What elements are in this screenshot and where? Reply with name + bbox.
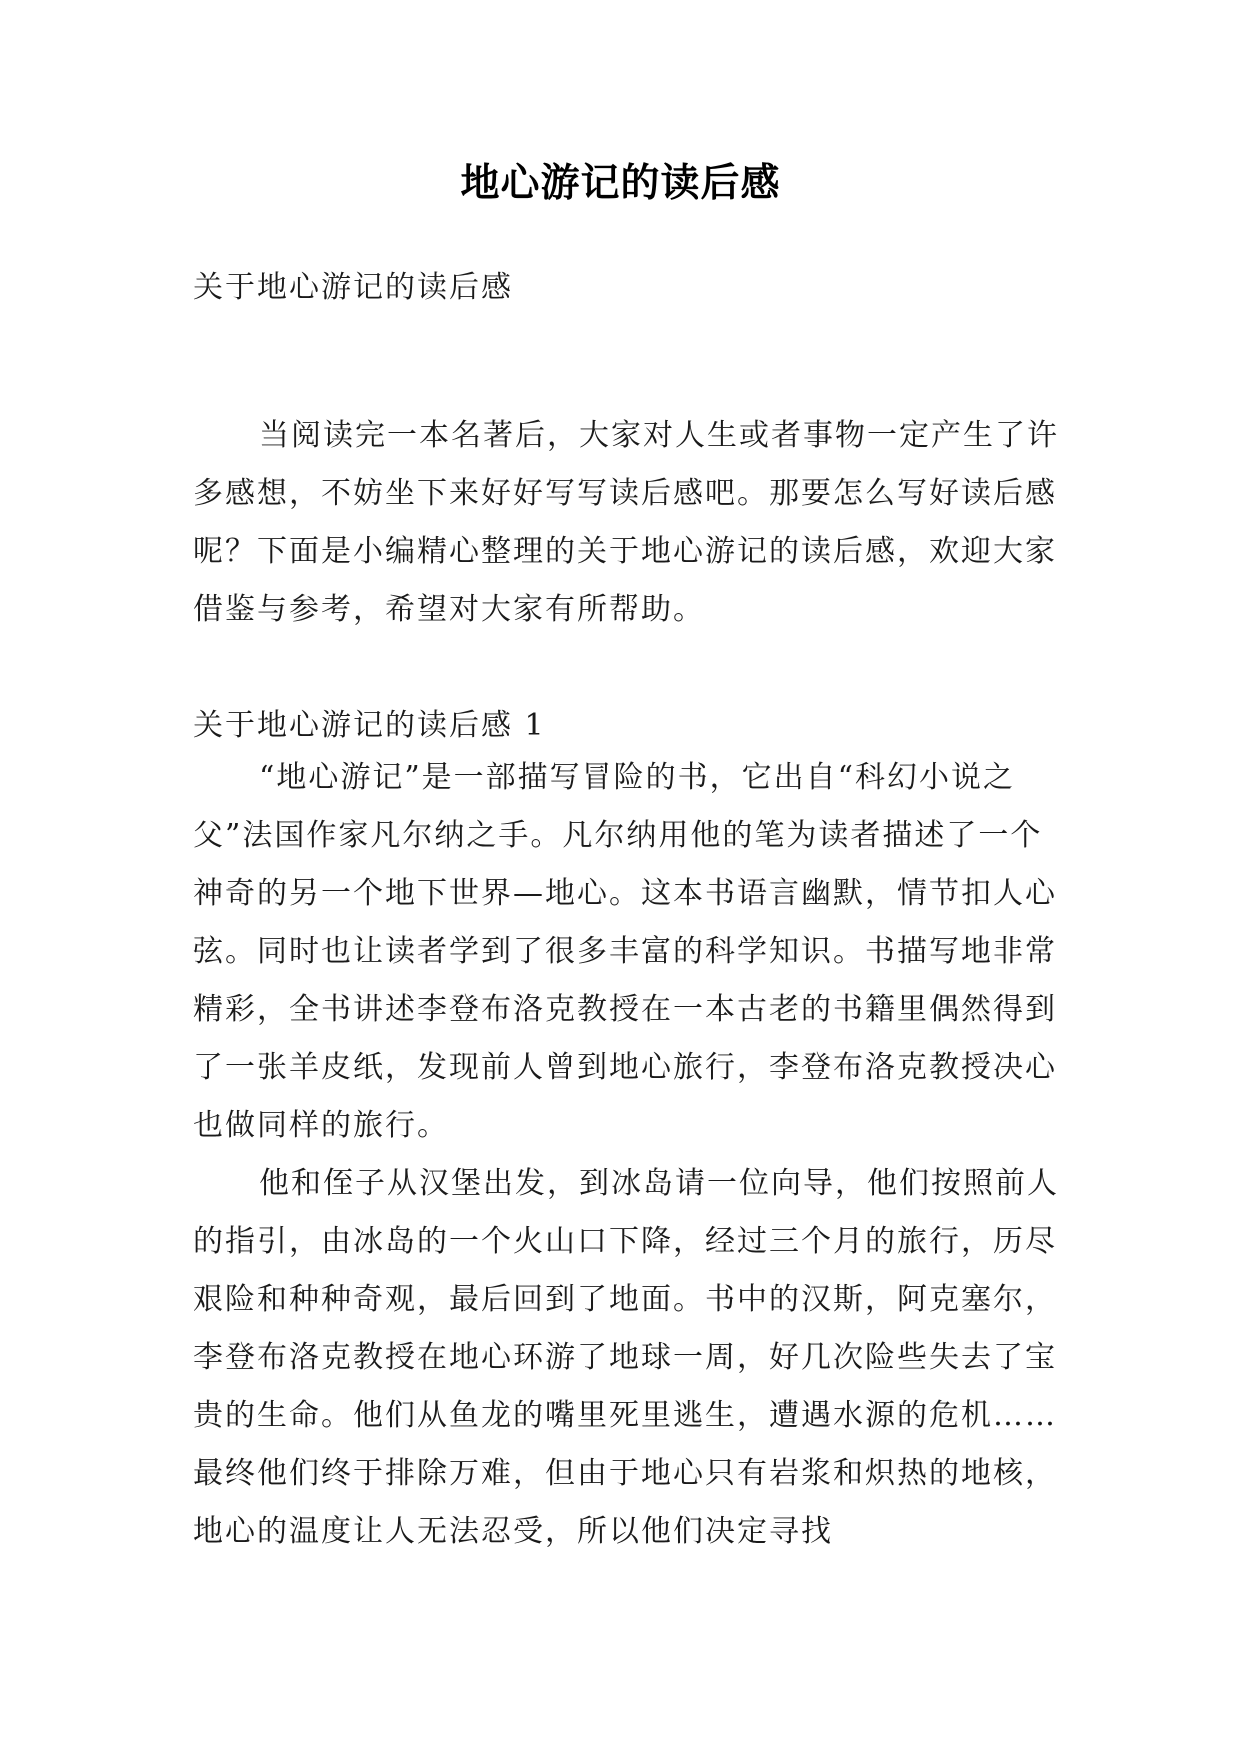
body-paragraph: 他和侄子从汉堡出发，到冰岛请一位向导，他们按照前人的指引，由冰岛的一个火山口下降，经过三个月的旅行，历尽艰险和种种奇观，最后回到了地面。书中的汉斯，阿克塞尔，李登布洛克教授在地心环游了地球一周，好几次险些失去了宝贵的生命。他们从鱼龙的嘴里死里逃生，遭遇水源的危机……最终他们终于排除万难，但由于地心只有岩浆和炽热的地核，地心的温度让人无法忍受，所以他们决定寻找 (193, 1166, 1059, 1549)
body-paragraph: “地心游记”是一部描写冒险的书，它出自“科幻小说之父”法国作家凡尔纳之手。凡尔纳用他的笔为读者描述了一个神奇的另一个地下世界—地心。这本书语言幽默，情节扣人心弦。同时也让读者学到了很多丰富的科学知识。书描写地非常精彩，全书讲述李登布洛克教授在一本古老的书籍里偶然得到了一张羊皮纸，发现前人曾到地心旅行，李登布洛克教授决心也做同样的旅行。 (193, 760, 1057, 1143)
section-heading: 关于地心游记的读后感 1 (193, 708, 546, 743)
document-title: 地心游记的读后感 (460, 160, 781, 206)
document-subtitle: 关于地心游记的读后感 (193, 270, 513, 305)
section-body (193, 749, 1063, 1561)
intro-paragraph: 当阅读完一本名著后，大家对人生或者事物一定产生了许多感想，不妨坐下来好好写写读后感吧。那要怎么写好读后感呢？下面是小编精心整理的关于地心游记的读后感，欢迎大家借鉴与参考，希望对大家有所帮助。 (193, 418, 1059, 627)
